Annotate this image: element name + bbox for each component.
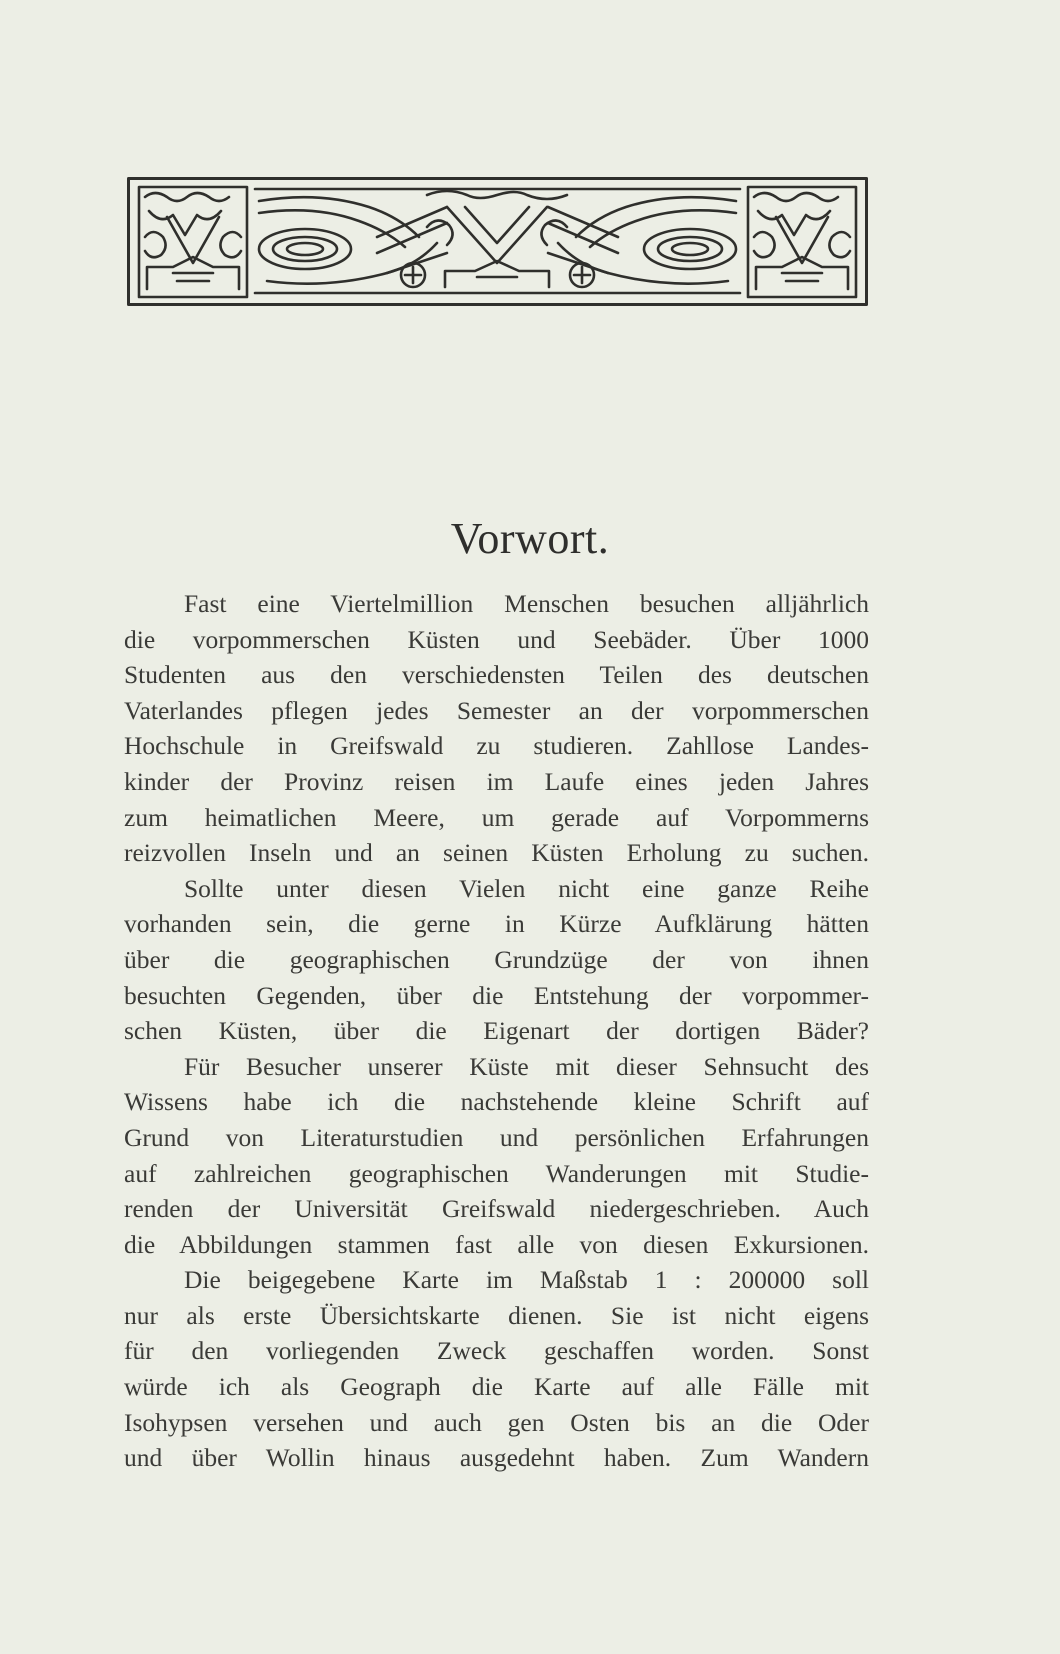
ornament-band — [127, 177, 868, 306]
text-line: Für Besucher unserer Küste mit dieser Sehnsucht des — [184, 1051, 869, 1081]
text-line: Hochschule in Greifswald zu studieren. Zahllose Landes- — [124, 731, 869, 761]
text-line: Isohypsen versehen und auch gen Osten bis an die Oder — [124, 1407, 869, 1437]
text-line: die vorpommerschen Küsten und Seebäder. Über 1000 — [124, 624, 869, 654]
text-line: und über Wollin hinaus ausgedehnt haben. Zum Wandern — [124, 1443, 869, 1473]
text-line: Fast eine Viertelmillion Menschen besuchen alljährlich — [184, 589, 869, 618]
text-line: auf zahlreichen geographischen Wanderungen mit Studie- — [124, 1158, 869, 1188]
text-line: über die geographischen Grundzüge der von ihnen — [124, 944, 869, 974]
text-line: Sollte unter diesen Vielen nicht eine ganze Reihe — [184, 873, 869, 903]
text-line: zum heimatlichen Meere, um gerade auf Vorpommerns — [124, 802, 869, 832]
text-line: Die beigegebene Karte im Maßstab 1 : 200000 soll — [184, 1265, 869, 1295]
text-line: vorhanden sein, die gerne in Kürze Aufklärung hätten — [124, 909, 869, 939]
text-line: Grund von Literaturstudien und persönlichen Erfahrungen — [124, 1122, 869, 1152]
text-line: würde ich als Geograph die Karte auf alle Fälle mit — [124, 1372, 869, 1402]
text-line: reizvollen Inseln und an seinen Küsten Erholung zu suchen. — [124, 838, 869, 868]
ornament-icon — [127, 177, 868, 306]
text-line: für den vorliegenden Zweck geschaffen worden. Sonst — [124, 1336, 869, 1366]
text-line: kinder der Provinz reisen im Laufe eines jeden Jahres — [124, 766, 869, 796]
page-title: Vorwort. — [450, 514, 610, 563]
text-line: die Abbildungen stammen fast alle von diesen Exkursionen. — [124, 1229, 869, 1259]
preface-text — [124, 586, 869, 1476]
text-line: Studenten aus den verschiedensten Teilen des deutschen — [124, 660, 869, 690]
text-line: renden der Universität Greifswald niedergeschrieben. Auch — [124, 1194, 869, 1224]
text-line: besuchten Gegenden, über die Entstehung der vorpommer- — [124, 980, 869, 1010]
text-line: Vaterlandes pflegen jedes Semester an der vorpommerschen — [124, 695, 869, 725]
text-line: schen Küsten, über die Eigenart der dortigen Bäder? — [124, 1016, 869, 1046]
text-line: nur als erste Übersichtskarte dienen. Sie ist nicht eigens — [124, 1300, 869, 1330]
text-line: Wissens habe ich die nachstehende kleine Schrift auf — [124, 1087, 869, 1117]
